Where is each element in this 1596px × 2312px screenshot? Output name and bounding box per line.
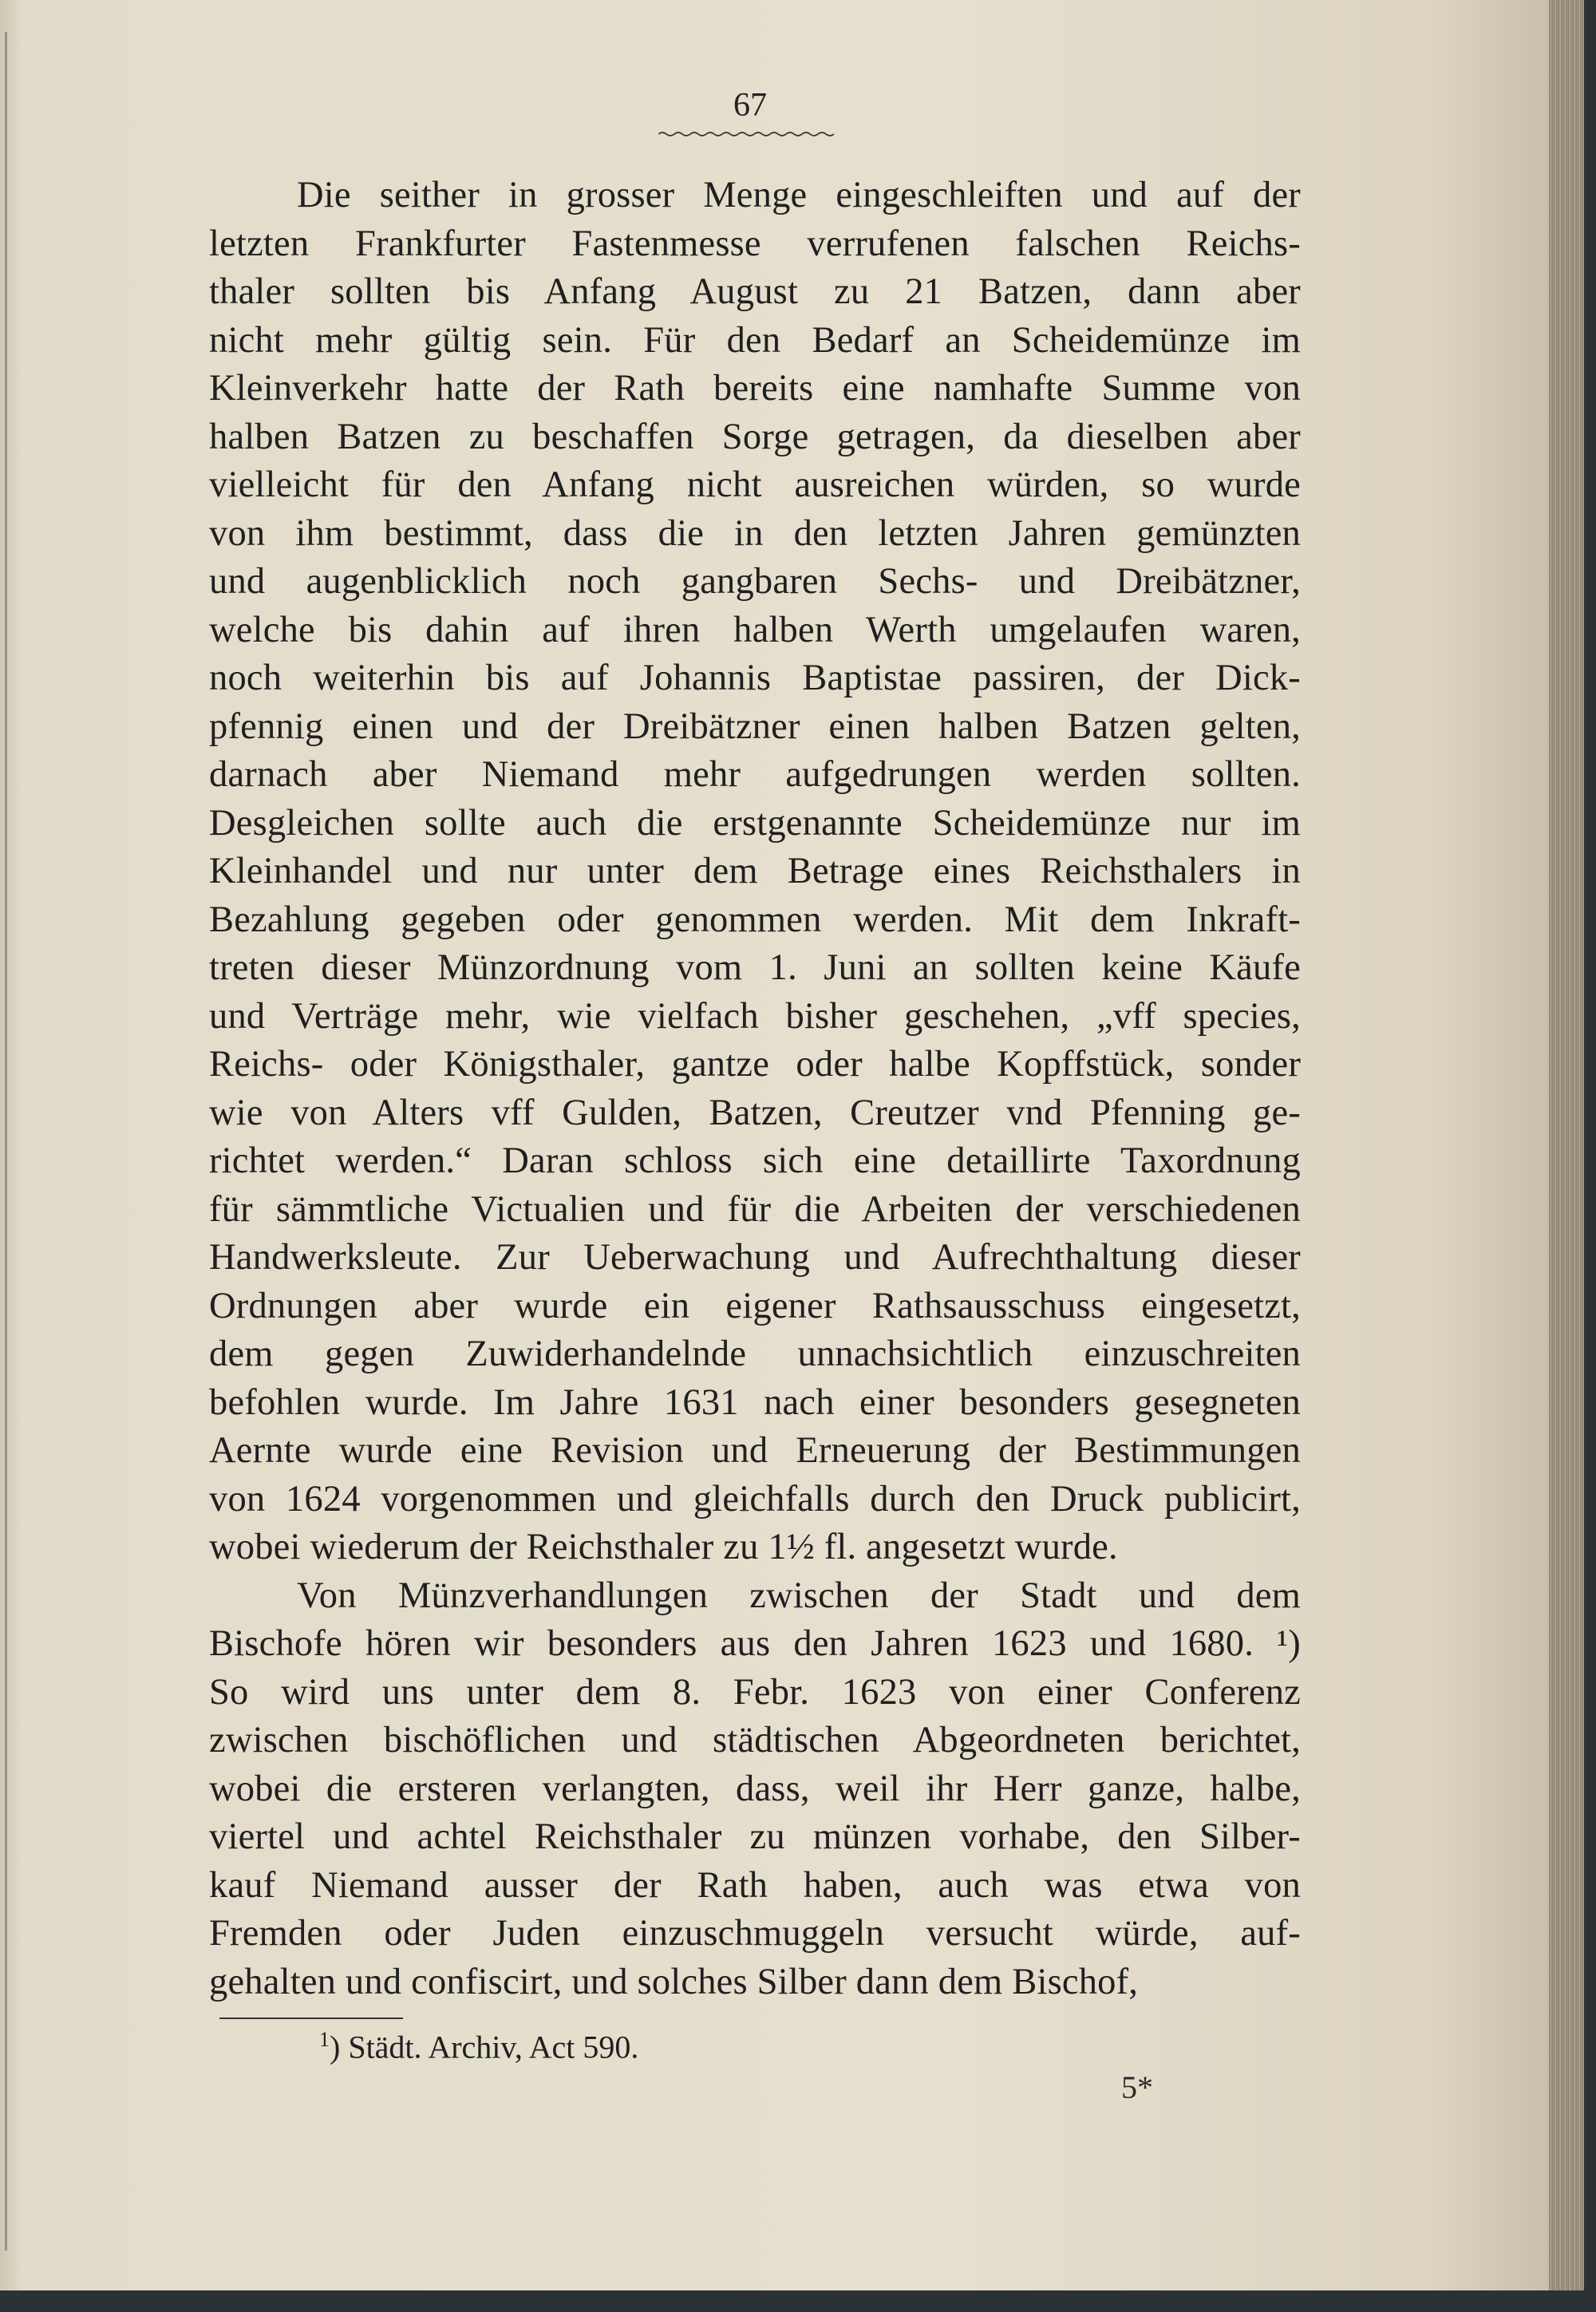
text-line: letzten Frankfurter Fastenmesse verrufenen falschen Reichs- xyxy=(209,223,1301,264)
page-left-edge xyxy=(5,32,7,2251)
text-line: halben Batzen zu beschaffen Sorge getragen, da dieselben aber xyxy=(209,416,1301,457)
text-line: wobei die ersteren verlangten, dass, weil ihr Herr ganze, halbe, xyxy=(209,1768,1301,1809)
page-number-ornament xyxy=(658,129,838,139)
text-line: noch weiterhin bis auf Johannis Baptistae passiren, der Dick- xyxy=(209,658,1301,698)
text-line: dem gegen Zuwiderhandelnde unnachsichtlich einzuschreiten xyxy=(209,1334,1301,1374)
main-text xyxy=(209,172,1301,2006)
text-line: Bezahlung gegeben oder genommen werden. Mit dem Inkraft- xyxy=(209,899,1301,940)
footnote-text: ) Städt. Archiv, Act 590. xyxy=(330,2029,639,2065)
text-line: Handwerksleute. Zur Ueberwachung und Aufrechthaltung dieser xyxy=(209,1237,1301,1278)
text-line: vielleicht für den Anfang nicht ausreichen würden, so wurde xyxy=(209,464,1301,505)
text-line: Kleinverkehr hatte der Rath bereits eine namhafte Summe von xyxy=(209,368,1301,409)
text-line: und Verträge mehr, wie vielfach bisher geschehen, „vff species, xyxy=(209,995,1301,1037)
text-line: thaler sollten bis Anfang August zu 21 Batzen, dann aber xyxy=(209,271,1301,312)
footnote-marker: 1 xyxy=(319,2028,330,2051)
text-line: von 1624 vorgenommen und gleichfalls durch den Druck publicirt, xyxy=(209,1478,1301,1520)
text-line: zwischen bischöflichen und städtischen Abgeordneten berichtet, xyxy=(209,1720,1301,1761)
footnote-divider xyxy=(219,2018,403,2019)
text-line: und augenblicklich noch gangbaren Sechs- und Dreibätzner, xyxy=(209,561,1301,602)
text-line: Kleinhandel und nur unter dem Betrage eines Reichsthalers in xyxy=(209,851,1301,891)
text-line: nicht mehr gültig sein. Für den Bedarf an Scheidemünze im xyxy=(209,319,1301,361)
text-line: für sämmtliche Victualien und für die Arbeiten der verschiedenen xyxy=(209,1188,1301,1230)
text-line: welche bis dahin auf ihren halben Werth umgelaufen waren, xyxy=(209,609,1301,650)
text-line: Ordnungen aber wurde ein eigener Rathsausschuss eingesetzt, xyxy=(209,1285,1301,1326)
page-number: 67 xyxy=(733,87,767,124)
footnote xyxy=(319,2028,638,2065)
text-line: Von Münzverhandlungen zwischen der Stadt und dem xyxy=(297,1575,1301,1616)
text-line: pfennig einen und der Dreibätzner einen halben Batzen gelten, xyxy=(209,705,1301,747)
text-line: befohlen wurde. Im Jahre 1631 nach einer besonders gesegneten xyxy=(209,1381,1301,1423)
text-line: gehalten und confiscirt, und solches Silber dann dem Bischof, xyxy=(209,1961,1139,2002)
signature-mark: 5* xyxy=(1121,2069,1153,2105)
text-line: Fremden oder Juden einzuschmuggeln versucht würde, auf- xyxy=(209,1913,1301,1954)
text-line: So wird uns unter dem 8. Febr. 1623 von einer Conferenz xyxy=(209,1671,1301,1713)
page-stack-edge xyxy=(1549,0,1584,2290)
text-line: Die seither in grosser Menge eingeschleiften und auf der xyxy=(297,175,1301,215)
text-line: viertel und achtel Reichsthaler zu münzen vorhabe, den Silber- xyxy=(209,1816,1301,1857)
text-line: richtet werden.“ Daran schloss sich eine detaillirte Taxordnung xyxy=(209,1140,1301,1181)
text-line: Reichs- oder Königsthaler, gantze oder halbe Kopffstück, sonder xyxy=(209,1044,1301,1085)
text-line: darnach aber Niemand mehr aufgedrungen werden sollten. xyxy=(209,754,1301,795)
text-line: Aernte wurde eine Revision und Erneuerung der Bestimmungen xyxy=(209,1430,1301,1471)
text-line: Desgleichen sollte auch die erstgenannte Scheidemünze nur im xyxy=(209,802,1301,844)
text-line: Bischofe hören wir besonders aus den Jahren 1623 und 1680. ¹) xyxy=(209,1623,1301,1664)
text-line: von ihm bestimmt, dass die in den letzten Jahren gemünzten xyxy=(209,512,1301,554)
text-line: treten dieser Münzordnung vom 1. Juni an sollten keine Käufe xyxy=(209,947,1301,988)
text-line: kauf Niemand ausser der Rath haben, auch was etwa von xyxy=(209,1864,1301,1906)
text-line: wie von Alters vff Gulden, Batzen, Creutzer vnd Pfenning ge- xyxy=(209,1092,1301,1133)
text-line: wobei wiederum der Reichsthaler zu 1½ fl. angesetzt wurde. xyxy=(209,1527,1118,1567)
